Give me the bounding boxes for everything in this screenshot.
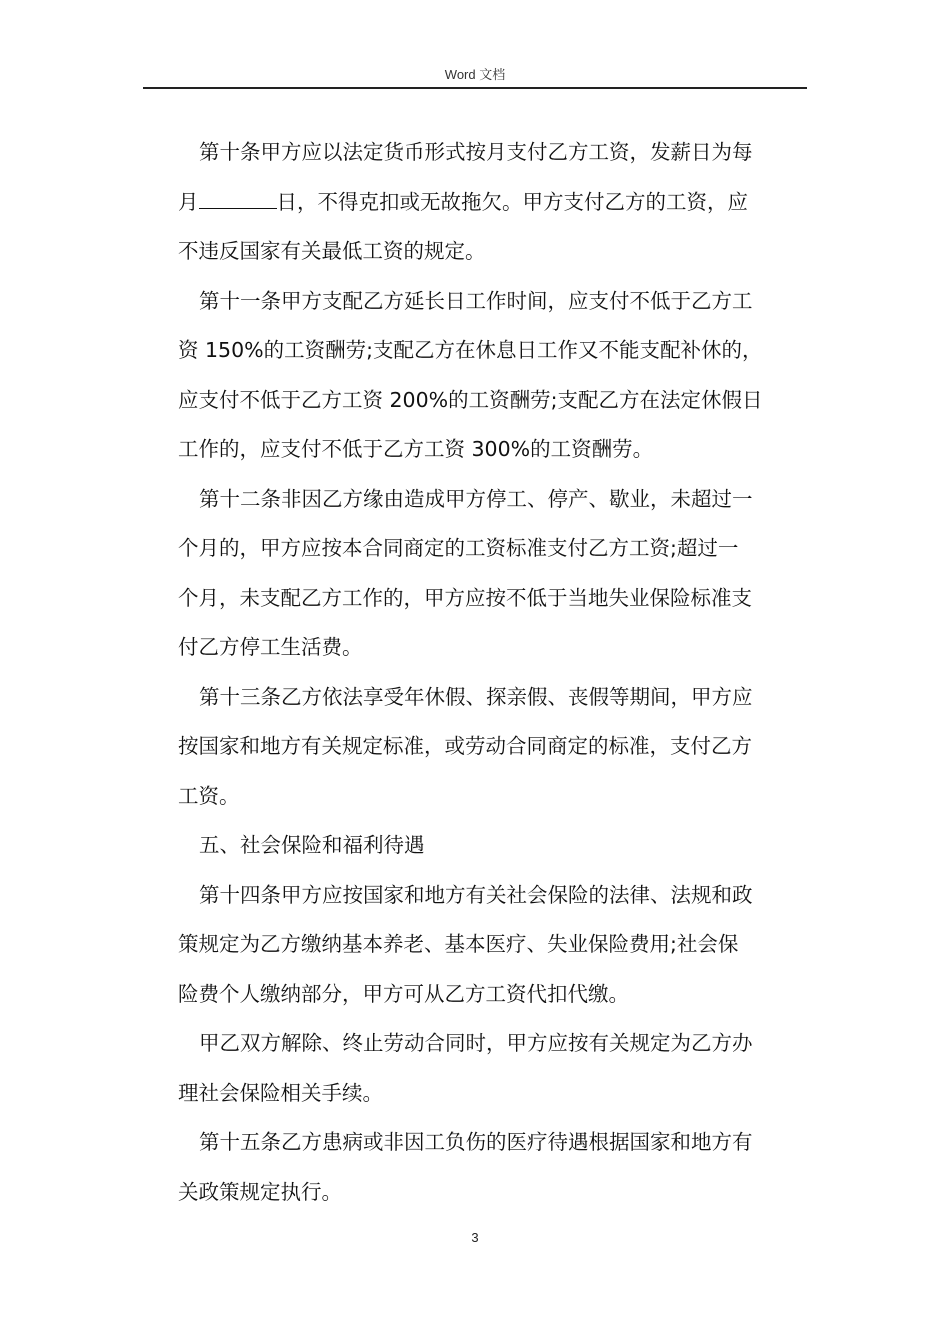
paragraph-line: 甲乙双方解除、终止劳动合同时，甲方应按有关规定为乙方办 — [199, 1031, 753, 1055]
paragraph-line: 付乙方停工生活费。 — [178, 635, 363, 659]
paragraph-line: 关政策规定执行。 — [178, 1179, 342, 1204]
section-heading-social-insurance — [178, 821, 808, 871]
paragraph-line: 第十二条非因乙方缘由造成甲方停工、停产、歇业，未超过一 — [199, 486, 753, 511]
paragraph-line: 第十四条甲方应按国家和地方有关社会保险的法律、法规和政 — [199, 882, 753, 907]
paragraph-line: 应支付不低于乙方工资 200%的工资酬劳;支配乙方在法定休假日 — [178, 387, 763, 412]
paragraph-termination-insurance — [178, 1019, 808, 1118]
paragraph-line-fragment: 日，不得克扣或无故拖欠。甲方支付乙方的工资，应 — [276, 189, 748, 214]
paragraph-line: 第十一条甲方支配乙方延长日工作时间，应支付不低于乙方工 — [199, 288, 753, 313]
page-number: 3 — [471, 1230, 479, 1245]
paragraph-line: 第十条甲方应以法定货币形式按月支付乙方工资，发薪日为每 — [199, 140, 753, 164]
paragraph-line: 险费个人缴纳部分，甲方可从乙方工资代扣代缴。 — [178, 981, 629, 1006]
paragraph-line: 策规定为乙方缴纳基本养老、基本医疗、失业保险费用;社会保 — [178, 932, 739, 956]
paragraph-article-15 — [178, 1118, 808, 1217]
paragraph-line: 个月，未支配乙方工作的，甲方应按不低于当地失业保险标准支 — [178, 585, 752, 610]
paragraph-article-11 — [178, 277, 808, 475]
paragraph-line: 工资。 — [178, 783, 240, 808]
paragraph-line: 五、社会保险和福利待遇 — [199, 833, 425, 857]
paragraph-line-fragment: 月 — [178, 189, 199, 214]
paragraph-line: 资 150%的工资酬劳;支配乙方在休息日工作又不能支配补休的， — [178, 338, 763, 362]
paragraph-line — [178, 178, 808, 228]
paragraph-article-13 — [178, 673, 808, 822]
fill-in-blank — [199, 190, 277, 209]
paragraph-line: 工作的，应支付不低于乙方工资 300%的工资酬劳。 — [178, 437, 654, 461]
paragraph-article-10 — [178, 128, 808, 277]
document-body — [178, 128, 808, 1217]
header-title: Word 文档 — [444, 67, 506, 82]
paragraph-line: 不违反国家有关最低工资的规定。 — [178, 239, 486, 263]
paragraph-line: 理社会保险相关手续。 — [178, 1080, 383, 1105]
paragraph-line: 第十三条乙方依法享受年休假、探亲假、丧假等期间，甲方应 — [199, 684, 753, 709]
paragraph-article-14 — [178, 871, 808, 1020]
paragraph-line: 第十五条乙方患病或非因工负伤的医疗待遇根据国家和地方有 — [199, 1130, 753, 1154]
paragraph-line: 按国家和地方有关规定标准，或劳动合同商定的标准，支付乙方 — [178, 734, 752, 758]
paragraph-article-12 — [178, 475, 808, 673]
paragraph-line: 个月的，甲方应按本合同商定的工资标准支付乙方工资;超过一 — [178, 536, 739, 560]
header-divider — [143, 87, 807, 89]
